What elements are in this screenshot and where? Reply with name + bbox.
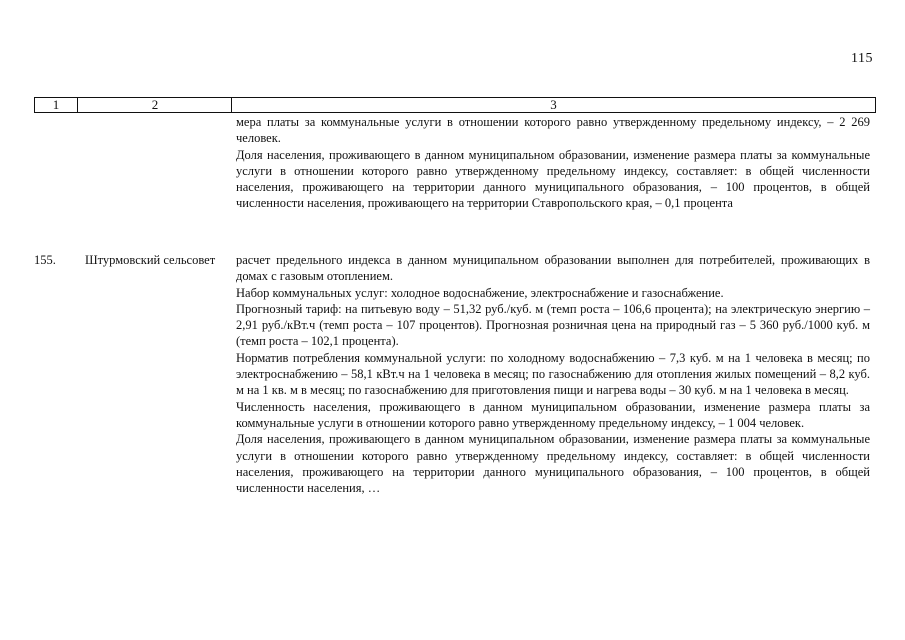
- table-header: [34, 97, 876, 113]
- paragraph: Доля населения, проживающего в данном муниципальном образовании, изменение размера платы за коммунальные услуги в отношении которого равно утвержденному предельному индексу, составляет: в общей численности населения, проживающего на территории данного муниципального образования, – 100 процентов, в общей численности населения, проживающего на территории Ставропольского края, – 0,1 процента: [236, 147, 870, 211]
- municipality-name: Штурмовский сельсовет: [85, 253, 216, 267]
- column-header-2: 2: [77, 97, 232, 113]
- paragraph: Численность населения, проживающего в данном муниципальном образовании, изменение размера платы за коммунальные услуги в отношении которого равно утвержденному предельному индексу, – 1 004 человек.: [236, 399, 870, 430]
- paragraph: Прогнозный тариф: на питьевую воду – 51,32 руб./куб. м (темп роста – 106,6 процента); на электрическую энергию – 2,91 руб./кВт.ч (темп роста – 107 процентов). Прогнозная розничная цена на природный газ – 5 360 руб./1000 куб. м (темп роста – 102,1 процента).: [236, 301, 870, 349]
- paragraph: мера платы за коммунальные услуги в отношении которого равно утвержденному предельному индексу, – 2 269 человек.: [236, 115, 870, 146]
- paragraph: Норматив потребления коммунальной услуги: по холодному водоснабжению – 7,3 куб. м на 1 человека в месяц; по электроснабжению – 58,1 кВт.ч на 1 человека в месяц; по газоснабжению для отопления жилых помещений – 8,2 куб. м на 1 кв. м в месяц; по газоснабжению для приготовления пищи и нагрева воды – 30 куб. м на 1 человека в месяц.: [236, 350, 870, 398]
- row-description: [236, 252, 870, 496]
- row-number: 155.: [34, 253, 56, 267]
- continuation-text: [236, 114, 870, 212]
- page-number: 115: [851, 51, 873, 66]
- column-header-3: 3: [231, 97, 875, 113]
- paragraph: расчет предельного индекса в данном муниципальном образовании выполнен для потребителей, проживающих в домах с газовым отоплением.: [236, 253, 870, 284]
- paragraph: Доля населения, проживающего в данном муниципальном образовании, изменение размера платы за коммунальные услуги в отношении которого равно утвержденному предельному индексу, составляет: в общей численности населения, проживающего на территории данного муниципального образования, – 100 процентов, в общей численности населения, …: [236, 432, 870, 496]
- column-header-1: 1: [52, 97, 60, 112]
- paragraph: Набор коммунальных услуг: холодное водоснабжение, электроснабжение и газоснабжение.: [236, 285, 724, 300]
